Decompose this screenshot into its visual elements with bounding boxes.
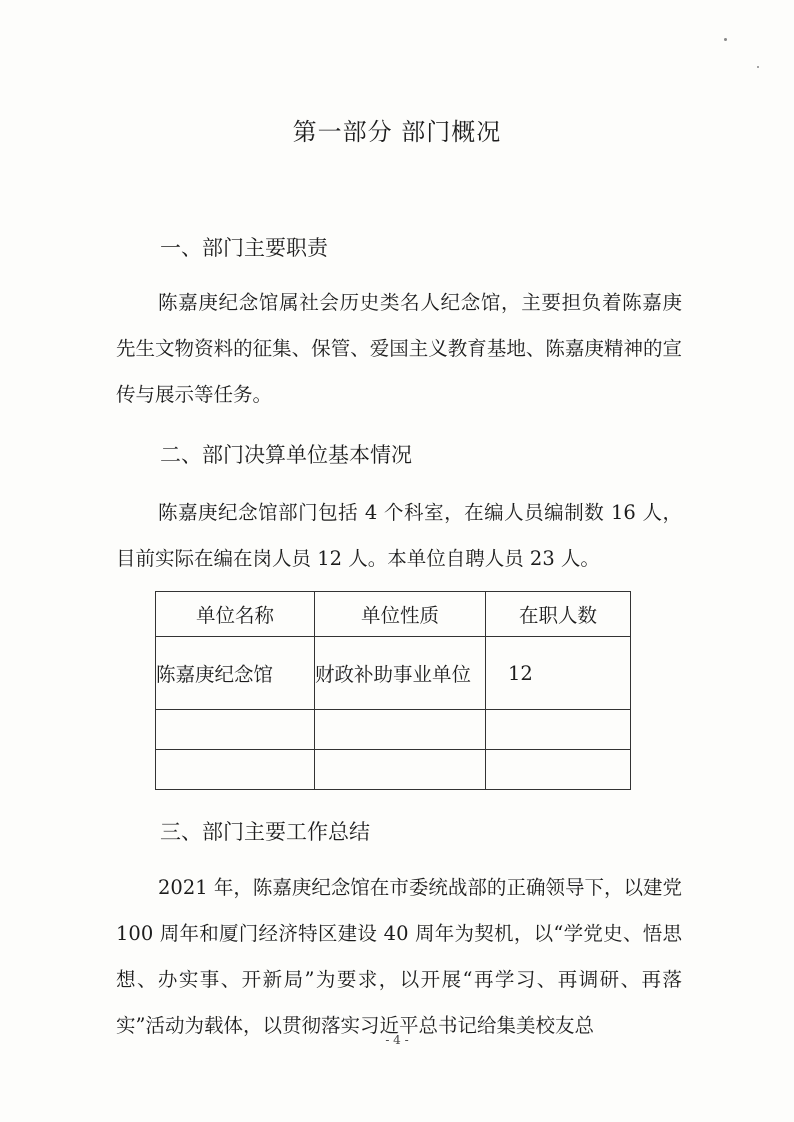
empty-cell	[156, 750, 315, 790]
unit-info-table	[155, 591, 631, 790]
cell-unit-name: 陈嘉庚纪念馆	[156, 637, 315, 710]
cell-staff-count: 12	[486, 637, 631, 710]
table-row	[156, 637, 631, 710]
empty-cell	[156, 710, 315, 750]
empty-cell	[315, 710, 486, 750]
section-heading-duties: 一、部门主要职责	[160, 236, 328, 260]
page-title: 第一部分 部门概况	[292, 118, 502, 146]
header-staff-count: 在职人数	[486, 592, 631, 637]
table-header-row	[156, 592, 631, 637]
page-number: - 4 -	[385, 1033, 409, 1047]
table-row-empty	[156, 750, 631, 790]
header-unit-nature: 单位性质	[315, 592, 486, 637]
table-row-empty	[156, 710, 631, 750]
section-body-duties: 陈嘉庚纪念馆属社会历史类名人纪念馆，主要担负着陈嘉庚先生文物资料的征集、保管、爱国主义教育基地、陈嘉庚精神的宣传与展示等任务。	[116, 291, 682, 406]
cell-unit-nature: 财政补助事业单位	[315, 637, 486, 710]
section-heading-work-summary: 三、部门主要工作总结	[160, 820, 370, 844]
section-body-work-summary: 2021 年，陈嘉庚纪念馆在市委统战部的正确领导下，以建党 100 周年和厦门经济特区建设 40 周年为契机，以“学党史、悟思想、办实事、开新局”为要求，以开展“再学习、再调研、再落实”活动为载体，以贯彻落实习近平总书记给集美校友总	[116, 876, 682, 1037]
section-heading-basic-info: 二、部门决算单位基本情况	[160, 443, 412, 467]
empty-cell	[315, 750, 486, 790]
section-body-basic-info: 陈嘉庚纪念馆部门包括 4 个科室，在编人员编制数 16 人，目前实际在编在岗人员 12 人。本单位自聘人员 23 人。	[116, 501, 682, 570]
scan-speck	[724, 38, 727, 41]
scan-speck	[757, 66, 759, 68]
empty-cell	[486, 710, 631, 750]
header-unit-name: 单位名称	[156, 592, 315, 637]
empty-cell	[486, 750, 631, 790]
